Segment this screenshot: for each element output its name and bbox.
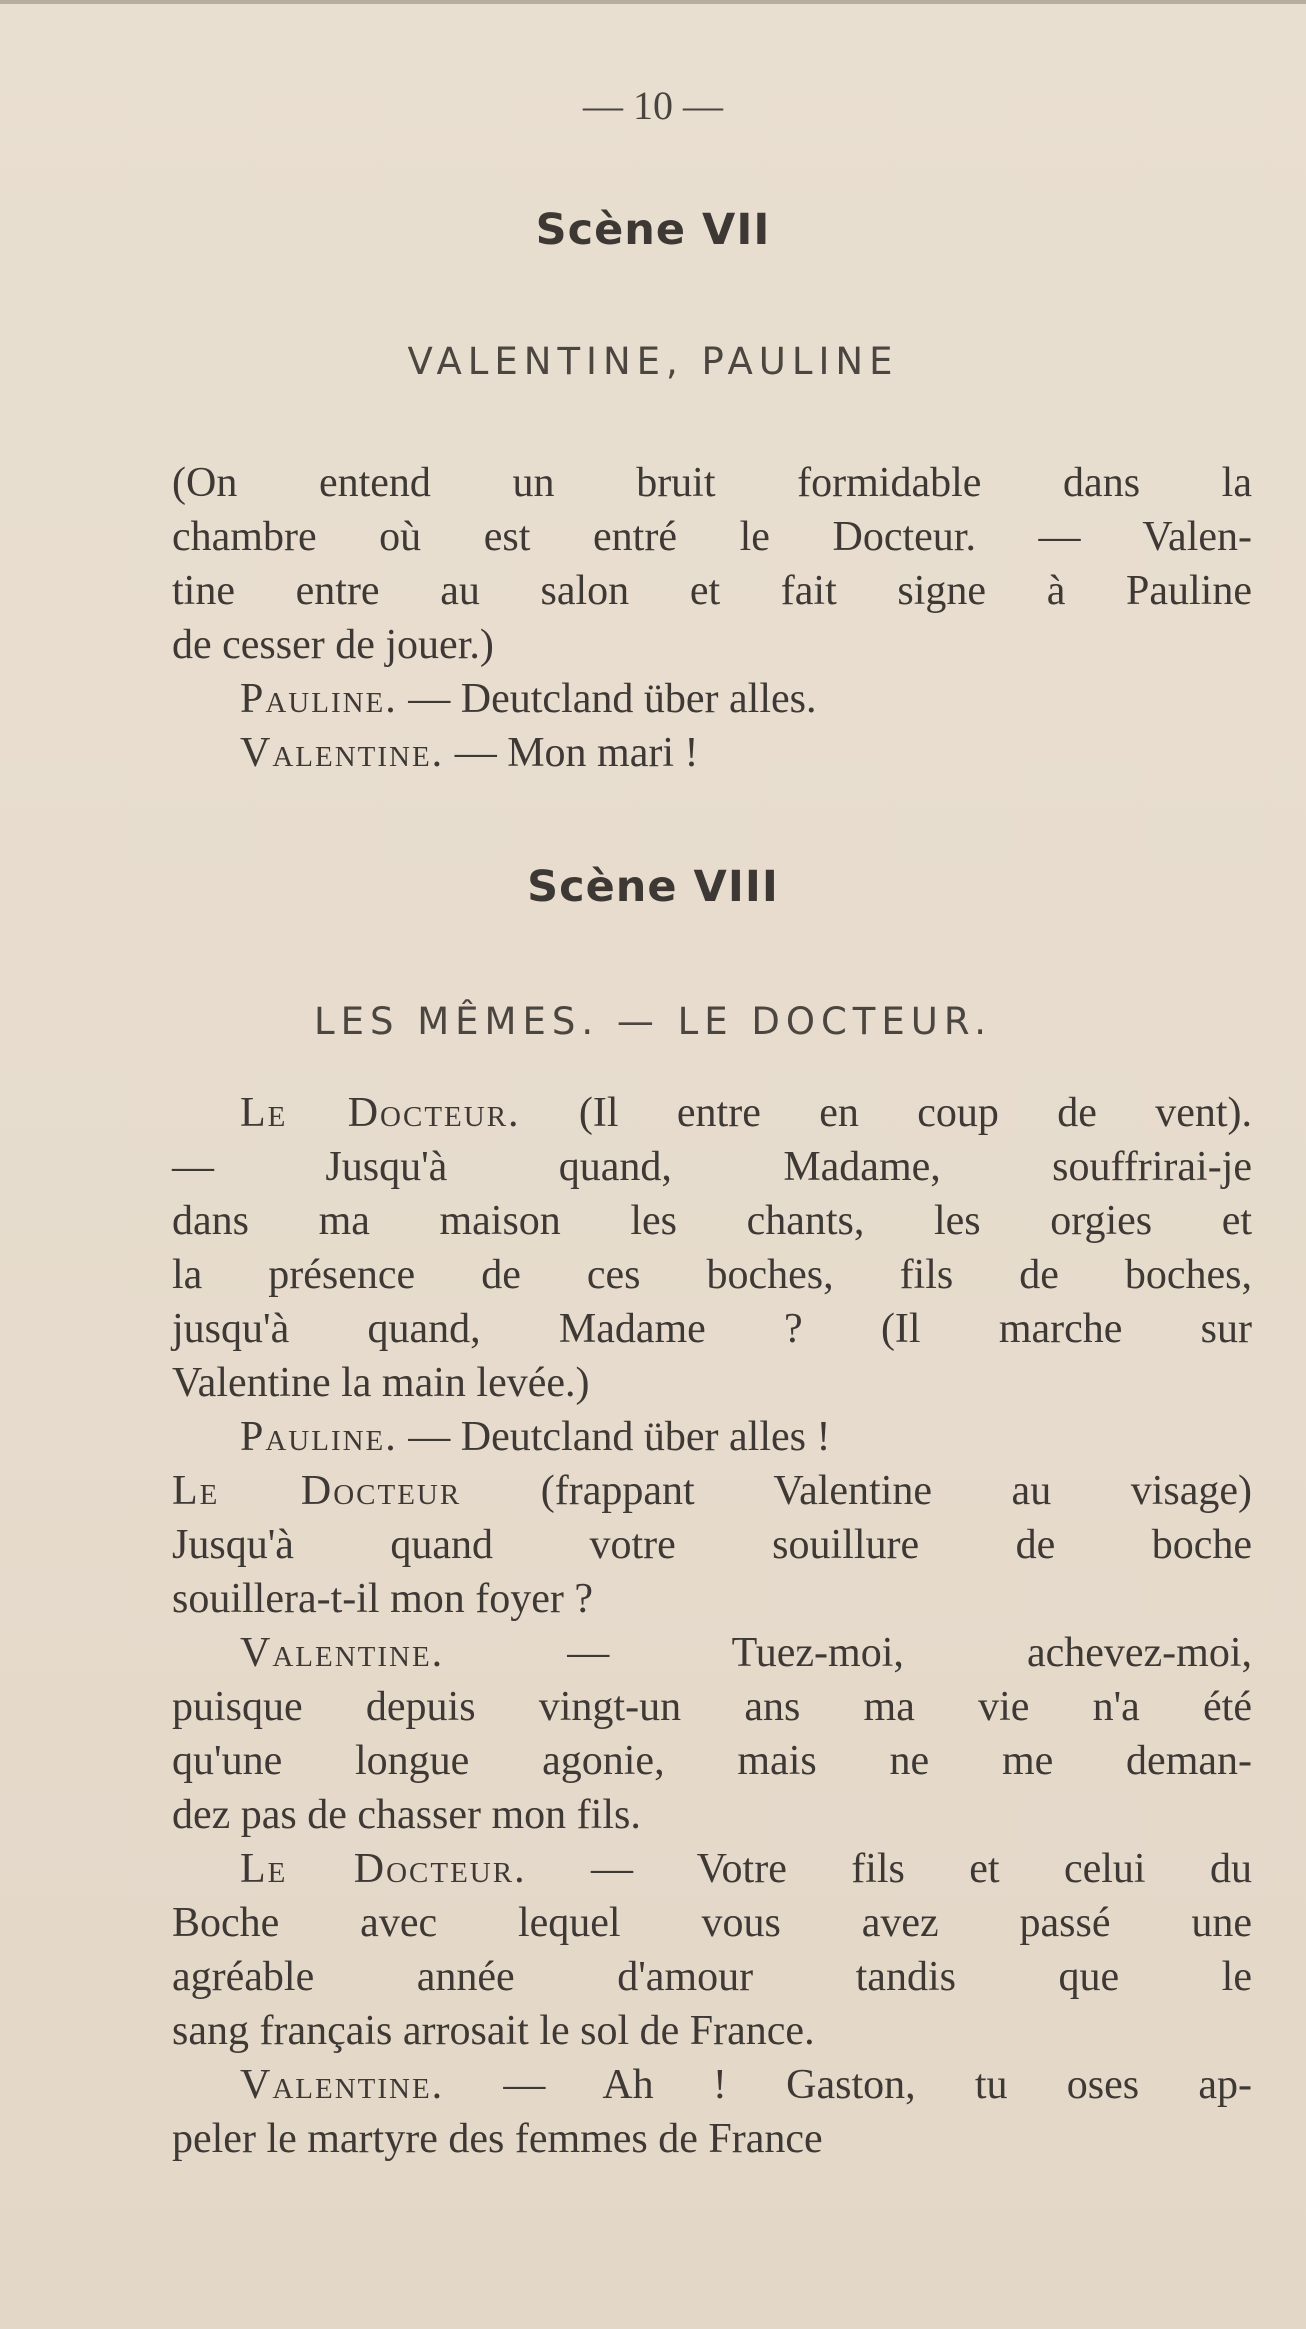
speaker-name: Valentine. xyxy=(240,730,445,776)
speaker-name: Le Docteur. xyxy=(240,1090,521,1136)
dialogue-text: — Tuez-moi, achevez-moi, xyxy=(444,1630,1252,1676)
dialogue-valentine-2 xyxy=(172,1626,1252,1842)
stage-direction xyxy=(172,456,1252,672)
page-number: — 10 — xyxy=(583,83,723,128)
speaker-name: Le Docteur. xyxy=(240,1846,527,1892)
scene-8-title: Scène VIII xyxy=(527,862,779,912)
dialogue-text: — Deutcland über alles ! xyxy=(397,1414,831,1460)
dialogue-text: (frappant Valentine au visage) xyxy=(461,1468,1253,1514)
dialogue-line: jusqu'à quand, Madame ? (Il marche sur xyxy=(172,1306,1252,1352)
dialogue-line: — Jusqu'à quand, Madame, souffrirai-je xyxy=(172,1144,1252,1190)
dialogue-text: — Mon mari ! xyxy=(444,730,699,776)
dialogue-line: agréable année d'amour tandis que le xyxy=(172,1954,1252,2000)
dialogue-line: peler le martyre des femmes de France xyxy=(172,2116,823,2162)
dialogue-line: Valentine la main levée.) xyxy=(172,1360,590,1406)
speaker-name: Pauline. xyxy=(240,676,398,722)
speaker-name: Le Docteur xyxy=(172,1468,462,1514)
dialogue-line: dans ma maison les chants, les orgies et xyxy=(172,1198,1252,1244)
dialogue-text: — Ah ! Gaston, tu oses ap- xyxy=(444,2062,1252,2108)
dialogue-docteur-1 xyxy=(172,1086,1252,1410)
dialogue-text: (Il entre en coup de vent). xyxy=(520,1090,1252,1136)
dialogue-line: Boche avec lequel vous avez passé une xyxy=(172,1900,1252,1946)
dialogue-line: la présence de ces boches, fils de boches, xyxy=(172,1252,1252,1298)
speaker-name: Valentine. xyxy=(240,1630,445,1676)
dialogue-line: souillera-t-il mon foyer ? xyxy=(172,1576,594,1622)
stage-direction-line: de cesser de jouer.) xyxy=(172,622,494,668)
dialogue-text: — Votre fils et celui du xyxy=(526,1846,1252,1892)
dialogue-docteur-3 xyxy=(172,1842,1252,2058)
dialogue-line: Jusqu'à quand votre souillure de boche xyxy=(172,1522,1252,1568)
dialogue-line: qu'une longue agonie, mais ne me deman- xyxy=(172,1738,1252,1784)
stage-direction-line: tine entre au salon et fait signe à Pauline xyxy=(172,568,1252,614)
dialogue-line: dez pas de chasser mon fils. xyxy=(172,1792,641,1838)
speaker-name: Valentine. xyxy=(240,2062,445,2108)
scene-7-title: Scène VII xyxy=(535,205,771,255)
scene-7-characters: VALENTINE, PAULINE xyxy=(407,340,899,383)
dialogue-pauline-1 xyxy=(172,672,1252,780)
dialogue-line: puisque depuis vingt-un ans ma vie n'a été xyxy=(172,1684,1252,1730)
scene-8-characters: LES MÊMES. — LE DOCTEUR. xyxy=(313,1000,993,1043)
stage-direction-line: chambre où est entré le Docteur. — Valen- xyxy=(172,514,1252,560)
dialogue-docteur-2 xyxy=(172,1464,1252,1626)
top-edge-line xyxy=(0,0,1306,4)
dialogue-line: sang français arrosait le sol de France. xyxy=(172,2008,815,2054)
dialogue-pauline-2 xyxy=(172,1410,1252,1464)
dialogue-text: — Deutcland über alles. xyxy=(397,676,817,722)
speaker-name: Pauline. xyxy=(240,1414,398,1460)
stage-direction-line: (On entend un bruit formidable dans la xyxy=(172,460,1252,506)
dialogue-valentine-3 xyxy=(172,2058,1252,2166)
